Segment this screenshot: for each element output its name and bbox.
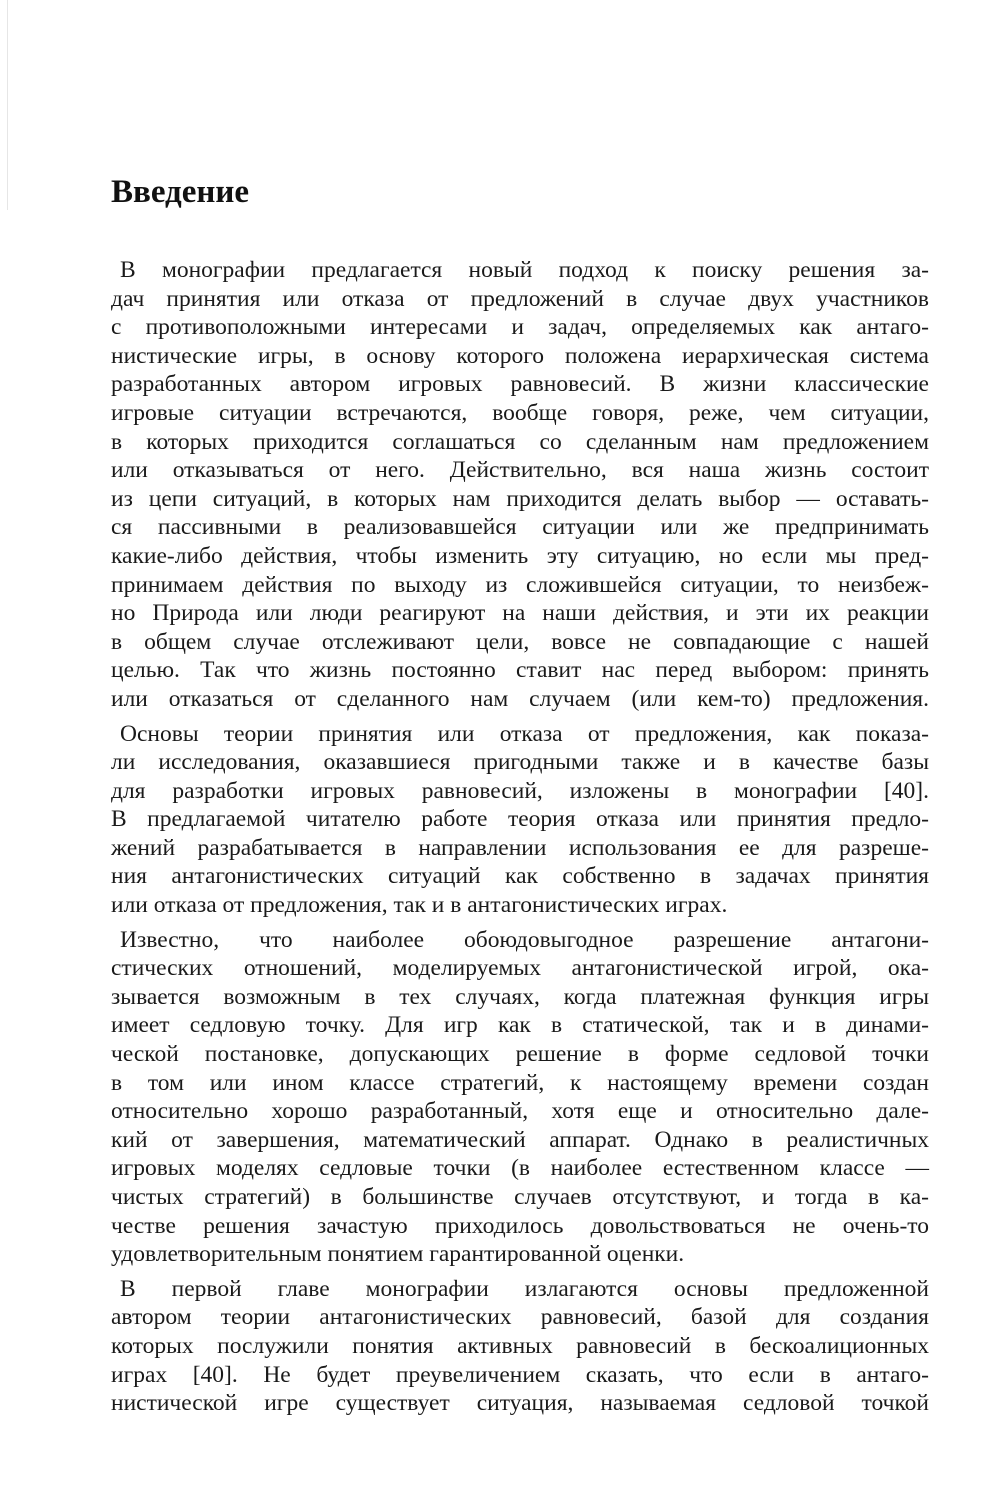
text-line: в том или ином классе стратегий, к настоящему времени создан <box>111 1069 929 1096</box>
text-line: из цепи ситуаций, в которых нам приходится делать выбор — оставать- <box>111 485 929 512</box>
text-line: стических отношений, моделируемых антагонистической игрой, ока- <box>111 955 929 982</box>
text-line: В первой главе монографии излагаются основы предложенной <box>120 1275 929 1302</box>
text-line: Известно, что наиболее обоюдовыгодное разрешение антагони- <box>120 926 929 953</box>
text-line: принимаем действия по выходу из сложившейся ситуации, то неизбеж- <box>111 571 929 598</box>
text-line: для разработки игровых равновесий, изложены в монографии [40]. <box>111 777 929 804</box>
text-line: ли исследования, оказавшиеся пригодными также и в качестве базы <box>111 749 929 776</box>
text-line: удовлетворительным понятием гарантированной оценки. <box>111 1241 685 1268</box>
text-line: чистых стратегий) в большинстве случаев отсутствуют, и тогда в ка- <box>111 1184 929 1210</box>
text-line: играх [40]. Не будет преувеличением сказать, что если в антаго- <box>111 1361 929 1388</box>
text-line: но Природа или люди реагируют на наши действия, и эти их реакции <box>111 600 929 627</box>
text-line: В предлагаемой читателю работе теория отказа или принятия предло- <box>111 806 929 833</box>
text-line: игровых моделях седловые точки (в наиболее естественном классе — <box>111 1155 929 1182</box>
text-line: имеет седловую точку. Для игр как в статической, так и в динами- <box>111 1012 929 1039</box>
text-line: жений разрабатывается в направлении использования ее для разреше- <box>111 834 929 861</box>
text-line: какие-либо действия, чтобы изменить эту ситуацию, но если мы пред- <box>111 542 929 569</box>
paragraph-3 <box>111 926 929 1269</box>
page-edge-shadow <box>7 0 8 210</box>
text-line: в общем случае отслеживают цели, вовсе не совпадающие с нашей <box>111 628 929 655</box>
paragraph-4 <box>111 1275 929 1418</box>
chapter-title: Введение <box>111 174 250 210</box>
text-line: дач принятия или отказа от предложений в случае двух участников <box>111 285 929 312</box>
text-line: В монографии предлагается новый подход к поиску решения за- <box>120 257 929 283</box>
text-line: кий от завершения, математический аппарат. Однако в реалистичных <box>111 1126 929 1153</box>
text-line: или отказываться от него. Действительно, вся наша жизнь состоит <box>111 457 929 484</box>
text-line: нистические игры, в основу которого положена иерархическая система <box>111 342 929 369</box>
page-body <box>111 256 929 1424</box>
text-line: ния антагонистических ситуаций как собственно в задачах принятия <box>111 863 929 890</box>
text-line: в которых приходится соглашаться со сделанным нам предложением <box>111 428 929 455</box>
text-line: зывается возможным в тех случаях, когда платежная функция игры <box>111 983 929 1010</box>
text-line: ческой постановке, допускающих решение в форме седловой точки <box>111 1041 929 1068</box>
text-line: ся пассивными в реализовавшейся ситуации или же предпринимать <box>111 514 929 541</box>
text-line: честве решения зачастую приходилось довольствоваться не очень-то <box>111 1212 929 1239</box>
text-line: которых послужили понятия активных равновесий в бескоалиционных <box>111 1332 929 1359</box>
text-line: Основы теории принятия или отказа от предложения, как показа- <box>120 720 929 747</box>
text-line: целью. Так что жизнь постоянно ставит нас перед выбором: принять <box>111 657 929 684</box>
text-line: игровые ситуации встречаются, вообще говоря, реже, чем ситуации, <box>111 399 929 426</box>
text-line: относительно хорошо разработанный, хотя еще и относительно дале- <box>111 1098 929 1125</box>
text-line: или отказаться от сделанного нам случаем (или кем-то) предложения. <box>111 685 929 712</box>
paragraph-2 <box>111 720 929 920</box>
text-line: нистической игре существует ситуация, называемая седловой точкой <box>111 1390 929 1417</box>
text-line: автором теории антагонистических равновесий, базой для создания <box>111 1304 929 1331</box>
text-line: разработанных автором игровых равновесий. В жизни классические <box>111 371 929 398</box>
paragraph-1 <box>111 256 929 714</box>
text-line: или отказа от предложения, так и в антагонистических играх. <box>111 892 728 919</box>
text-line: с противоположными интересами и задач, определяемых как антаго- <box>111 314 929 341</box>
